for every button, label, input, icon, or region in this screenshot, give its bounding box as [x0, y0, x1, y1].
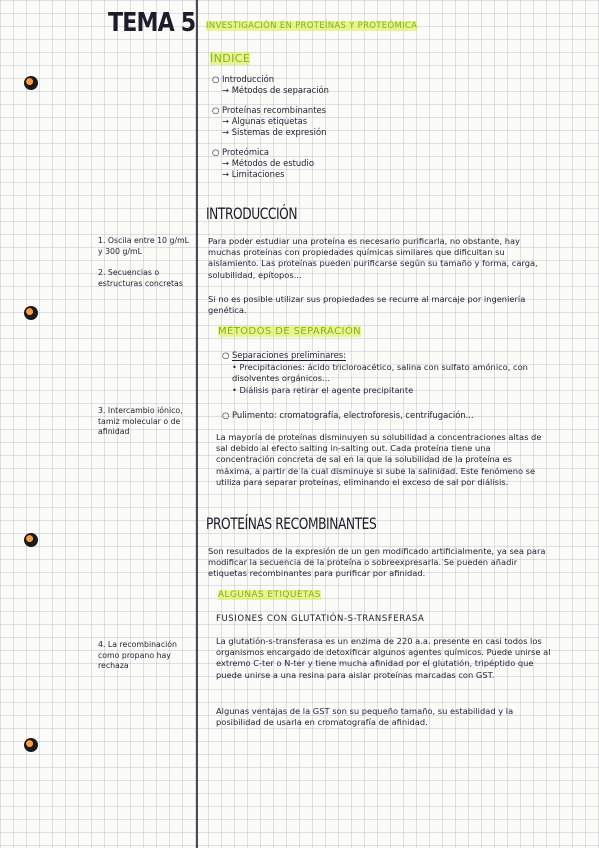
intro-paragraph: Para poder estudiar una proteína es necesario purificarla, no obstante, hay muchas proteínas con propiedades químicas similares que dificultan su aislamiento. Las proteínas pueden purificarse según su tamaño y forma, carga, solubilidad, epítopos... [208, 236, 538, 280]
margin-line [196, 0, 198, 848]
intro-paragraph-2: Si no es posible utilizar sus propiedades se recurre al marcaje por ingeniería genética. [208, 294, 526, 316]
recomb-title: PROTEÍNAS RECOMBINANTES [206, 514, 377, 533]
indice-subitem: → Limitaciones [222, 169, 285, 179]
pulimento: ○ Pulimento: cromatografía, electroforesis, centrifugación... [222, 410, 474, 420]
binder-hole [24, 533, 38, 547]
tema-title: TEMA 5 [108, 8, 196, 38]
indice-subitem: → Algunas etiquetas [222, 116, 308, 126]
indice-item: ○ Proteínas recombinantes [212, 105, 326, 115]
indice-item: ○ Introducción [212, 74, 275, 84]
indice-subitem: → Métodos de estudio [222, 158, 314, 168]
indice-title: ÍNDICE [210, 52, 251, 65]
margin-note: 2. Secuencias o estructuras concretas [98, 268, 183, 288]
indice-item: ○ Proteómica [212, 147, 270, 157]
indice-subitem: → Métodos de separación [222, 85, 329, 95]
margin-note: 1. Oscila entre 10 g/mL y 300 g/mL [98, 236, 190, 256]
binder-hole [24, 306, 38, 320]
paso-item: • Precipitaciones: ácido tricloroacético, salina con sulfato amónico, con disolventes orgánicos... [232, 362, 528, 384]
margin-note: 3. Intercambio iónico, tamiz molecular o de afinidad [98, 406, 183, 436]
gst-ventajas: Algunas ventajas de la GST son su pequeño tamaño, su estabilidad y la posibilidad de usarla en cromatografía de afinidad. [216, 706, 514, 728]
topic-title: INVESTIGACIÓN EN PROTEÍNAS Y PROTEÓMICA [206, 21, 418, 31]
indice-list [212, 74, 329, 180]
metodos-paragraph: La mayoría de proteínas disminuyen su solubilidad a concentraciones altas de sal debido al efecto salting in-salting out. Cada proteína tiene una concentración concreta de sal en la que la solubilidad de la proteína es máxima, a partir de la cual disminuye si sube la salinidad. Este fenómeno se utiliza para separar proteínas, eliminando el exceso de sal por diálisis. [216, 432, 542, 487]
recomb-paragraph: Son resultados de la expresión de un gen modificado artificialmente, ya sea para modificar la secuencia de la proteína o sobreexpresarla. Se pueden añadir etiquetas recombinantes para purificar por afinidad. [208, 546, 546, 579]
metodos-title: MÉTODOS DE SEPARACIÓN [218, 326, 362, 337]
fusion-title: FUSIONES CON GLUTATIÓN-S-TRANSFERASA [216, 614, 425, 624]
binder-hole [24, 738, 38, 752]
gst-paragraph: La glutatión-s-transferasa es un enzima de 220 a.a. presente en casi todos los organismos encargado de detoxificar algunos agentes químicos. Puede unirse al extremo C-ter o N-ter y tiene mucha afinidad por el glutatión, tripéptido que puede unirse a una resina para aislar proteínas marcadas con GST. [216, 636, 551, 680]
pasos-title: ○ Separaciones preliminares: [222, 350, 346, 360]
margin-note: 4. La recombinación como propano hay rechaza [98, 640, 178, 670]
etiquetas-title: ALGUNAS ETIQUETAS [218, 590, 321, 600]
paso-item: • Diálisis para retirar el agente precipitante [232, 385, 414, 395]
binder-hole [24, 76, 38, 90]
intro-title: INTRODUCCIÓN [206, 204, 298, 223]
indice-subitem: → Sistemas de expresión [222, 127, 327, 137]
